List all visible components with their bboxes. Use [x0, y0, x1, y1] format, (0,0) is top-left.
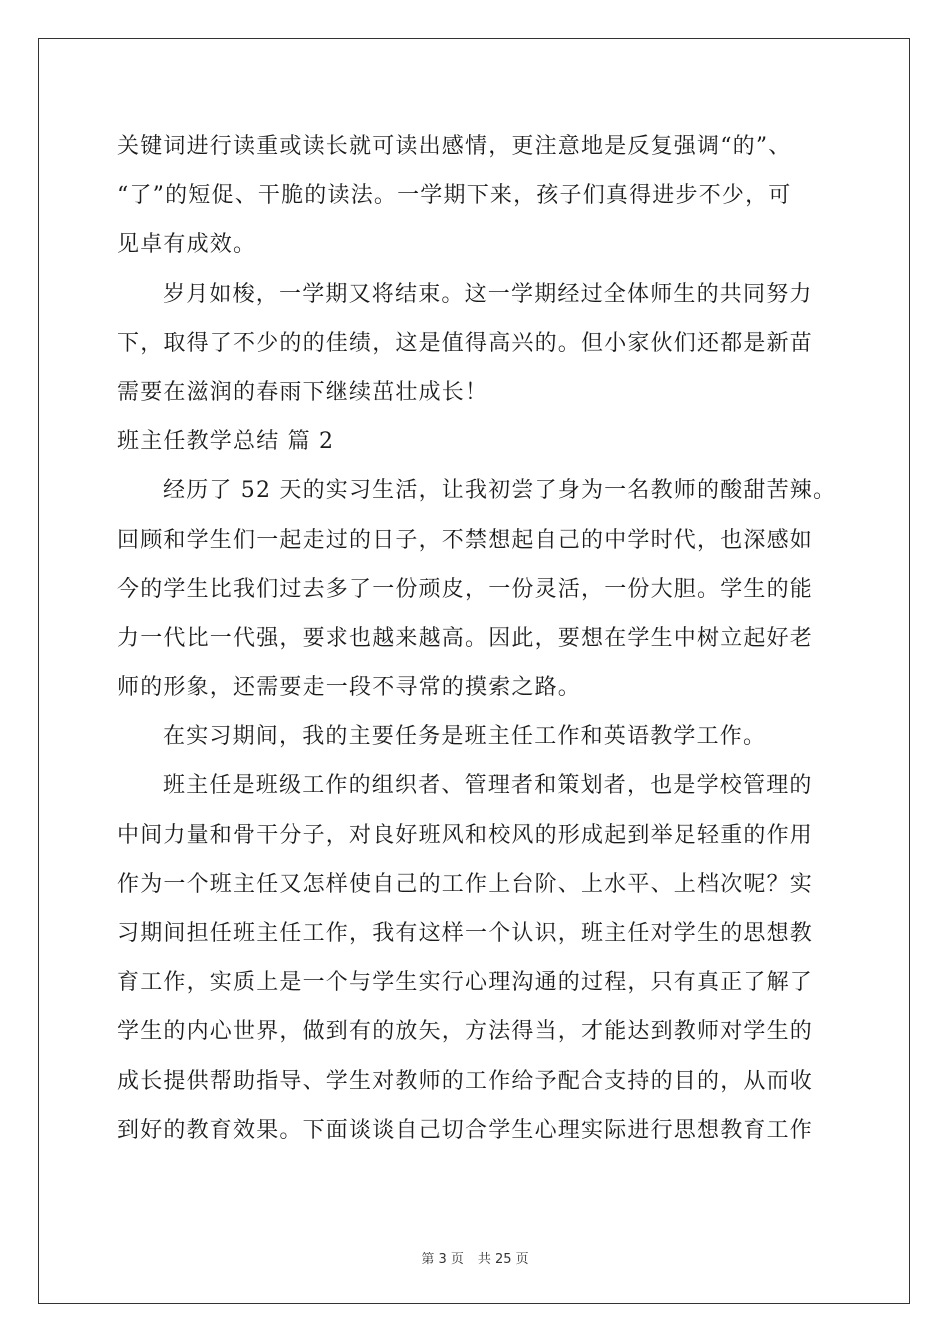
text-line: 关键词进行读重或读长就可读出感情，更注意地是反复强调“的”、	[117, 134, 792, 159]
text-line: 习期间担任班主任工作，我有这样一个认识，班主任对学生的思想教	[117, 921, 814, 946]
text-line: “了”的短促、干脆的读法。一学期下来，孩子们真得进步不少，可	[117, 183, 792, 209]
text-line: 下，取得了不少的的佳绩，这是值得高兴的。但小家伙们还都是新苗	[117, 330, 814, 356]
text-line: 岁月如梭，一学期又将结束。这一学期经过全体师生的共同努力	[163, 281, 813, 307]
page-number: 第 3 页	[421, 1252, 464, 1267]
text-line: 班主任教学总结 篇 2	[117, 429, 335, 455]
text-line: 需要在滋润的春雨下继续茁壮成长！	[117, 379, 489, 405]
page-total: 共 25 页	[477, 1252, 529, 1267]
text-line: 育工作，实质上是一个与学生实行心理沟通的过程，只有真正了解了	[117, 970, 814, 996]
text-line: 作为一个班主任又怎样使自己的工作上台阶、上水平、上档次呢？实	[117, 871, 814, 897]
text-line: 回顾和学生们一起走过的日子，不禁想起自己的中学时代，也深感如	[117, 527, 814, 553]
text-line: 见卓有成效。	[117, 232, 257, 258]
text-line: 力一代比一代强，要求也越来越高。因此，要想在学生中树立起好老	[117, 625, 814, 651]
text-line: 师的形象，还需要走一段不寻常的摸索之路。	[117, 675, 582, 701]
text-line: 经历了 52 天的实习生活，让我初尝了身为一名教师的酸甜苦辣。	[163, 478, 837, 504]
text-line: 学生的内心世界，做到有的放矢，方法得当，才能达到教师对学生的	[117, 1019, 814, 1045]
text-line: 今的学生比我们过去多了一份顽皮，一份灵活，一份大胆。学生的能	[117, 576, 814, 602]
text-line: 到好的教育效果。下面谈谈自己切合学生心理实际进行思想教育工作	[117, 1117, 814, 1143]
page-footer	[0, 1248, 950, 1267]
document-body	[117, 122, 837, 1155]
text-line: 成长提供帮助指导、学生对教师的工作给予配合支持的目的，从而收	[117, 1068, 814, 1094]
text-line: 中间力量和骨干分子，对良好班风和校风的形成起到举足轻重的作用	[117, 822, 814, 848]
text-line: 班主任是班级工作的组织者、管理者和策划者，也是学校管理的	[163, 773, 813, 799]
text-line: 在实习期间，我的主要任务是班主任工作和英语教学工作。	[163, 724, 767, 750]
